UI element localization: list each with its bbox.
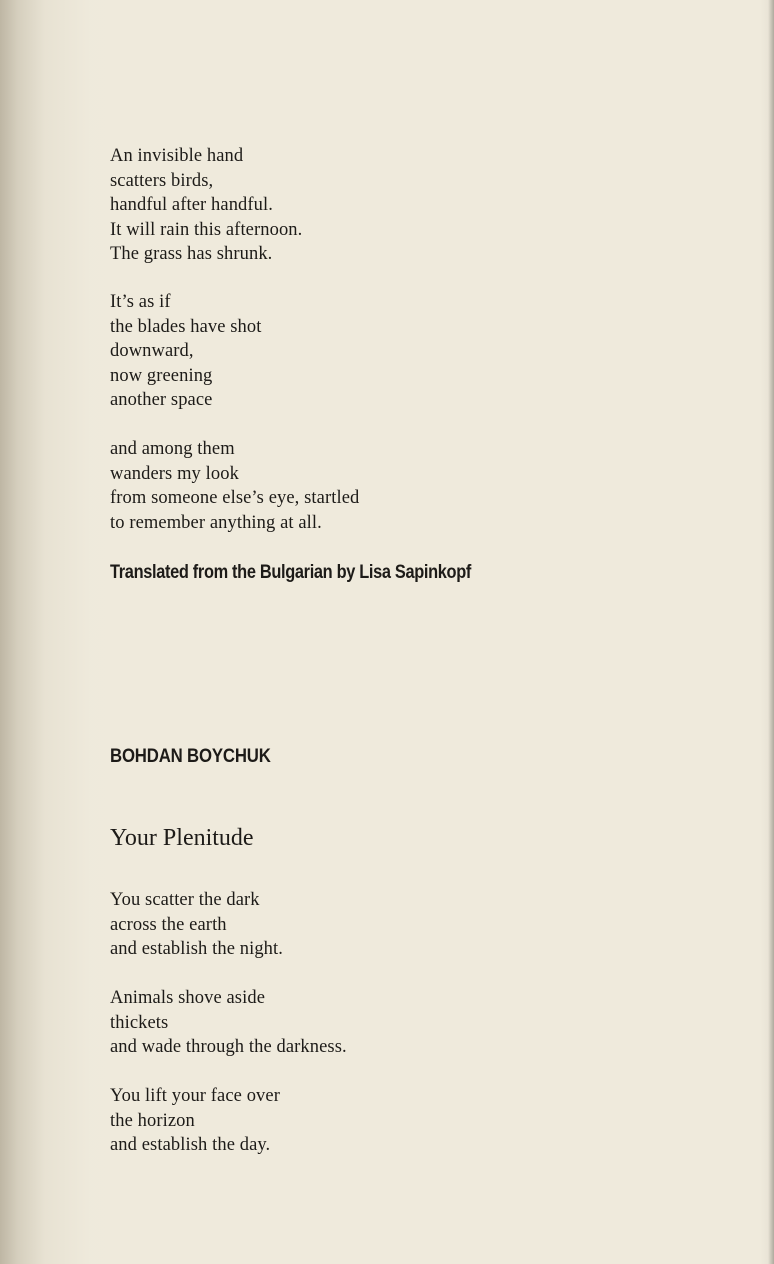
poem2-stanza-3 <box>110 1084 280 1158</box>
poem-line: Animals shove aside <box>110 988 266 1008</box>
poem-line: and among them <box>110 439 235 459</box>
translator-credit: Translated from the Bulgarian by Lisa Sapinkopf <box>110 561 472 583</box>
poem-line: and establish the day. <box>110 1135 271 1155</box>
poem-line: and wade through the darkness. <box>110 1037 347 1057</box>
poem-line: It will rain this afternoon. <box>110 219 303 240</box>
poem-line: You lift your face over <box>110 1086 280 1106</box>
poem-line: An invisible hand <box>110 146 244 166</box>
poem1-stanza-3 <box>110 437 359 535</box>
poem-line: wanders my look <box>110 463 239 484</box>
poem-line: You scatter the dark <box>110 890 260 910</box>
poem-line: now greening <box>110 365 213 386</box>
poem2-stanza-1 <box>110 888 283 962</box>
poem-line: across the earth <box>110 914 227 935</box>
poem2-stanza-2 <box>110 986 347 1060</box>
poem-line: the horizon <box>110 1110 195 1131</box>
poem1-stanza-2 <box>110 290 262 413</box>
poem-line: handful after handful. <box>110 195 273 215</box>
poem-line: The grass has shrunk. <box>110 244 273 264</box>
poem-line: the blades have shot <box>110 316 262 337</box>
poem-line: and establish the night. <box>110 939 283 959</box>
poem-line: from someone else’s eye, startled <box>110 488 360 508</box>
poem-line: scatters birds, <box>110 170 214 191</box>
poem1-stanza-1 <box>110 144 302 267</box>
poem-line: to remember anything at all. <box>110 512 322 533</box>
poem-line: downward, <box>110 341 194 361</box>
poem-line: It’s as if <box>110 292 171 312</box>
author-name: BOHDAN BOYCHUK <box>110 745 271 767</box>
poem-title: Your Plenitude <box>110 825 254 851</box>
poem-line: another space <box>110 390 213 410</box>
poem-line: thickets <box>110 1012 169 1033</box>
